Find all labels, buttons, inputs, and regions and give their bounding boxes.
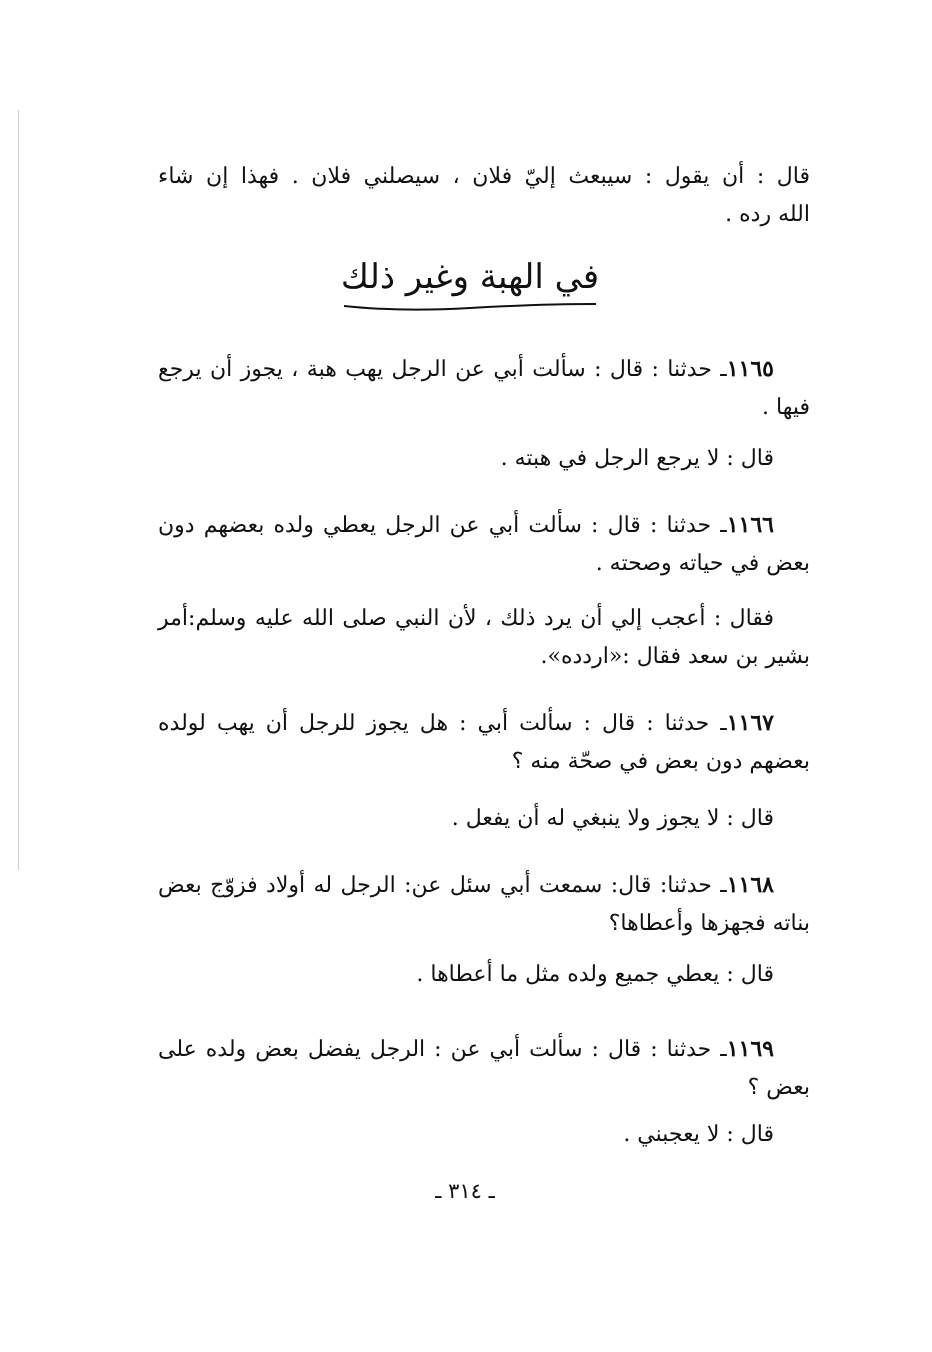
entry-answer: فقال : أعجب إلي أن يرد ذلك ، لأن النبي صلى الله عليه وسلم:أمر بشير بن سعد فقال :«اردده». <box>158 606 810 669</box>
entry-question <box>158 506 810 583</box>
entry-answer: قال : لا يرجع الرجل في هبته . <box>500 446 774 471</box>
entry-question-text: ـ حدثنا : قال : سألت أبي عن الرجل يهب هبة ، يجوز أن يرجع فيها . <box>158 357 810 420</box>
entry-question-text: ـ حدثنا : قال : سألت أبي عن : الرجل يفضل بعض ولده على بعض ؟ <box>158 1037 810 1100</box>
entry-1166 <box>158 506 810 583</box>
entry-answer: قال : لا يجوز ولا ينبغي له أن يفعل . <box>451 806 774 831</box>
top-paragraph <box>158 158 810 234</box>
entry-question <box>158 350 810 427</box>
entry-1165 <box>158 350 810 427</box>
entry-number: ١١٦٧ <box>726 710 774 736</box>
entry-1168 <box>158 866 810 943</box>
entry-1168-answer-block <box>158 956 810 994</box>
entry-1165-answer-block <box>158 440 810 478</box>
entry-question <box>158 866 810 943</box>
entry-number: ١١٦٩ <box>726 1036 774 1062</box>
entry-1169 <box>158 1030 810 1107</box>
entry-question-text: ـ حدثنا : قال : سألت أبي : هل يجوز للرجل أن يهب لولده بعضهم دون بعض في صحّة منه ؟ <box>158 711 810 774</box>
entry-1167-answer-block <box>158 800 810 838</box>
page-number: ـ ٣١٤ ـ <box>435 1179 495 1203</box>
entry-1167 <box>158 704 810 781</box>
top-paragraph-line-2: الله رده . <box>725 202 810 227</box>
entry-question-text: ـ حدثنا: قال: سمعت أبي سئل عن: الرجل له أولاد فزوّج بعض بناته فجهزها وأعطاها؟ <box>158 873 810 936</box>
entry-number: ١١٦٥ <box>726 356 774 382</box>
top-paragraph-line-1: قال : أن يقول : سيبعث إليّ فلان ، سيصلني فلان . فهذا إن شاء <box>158 164 810 189</box>
entry-1169-answer-block <box>158 1116 810 1154</box>
entry-number: ١١٦٦ <box>726 512 774 538</box>
section-heading-text: في الهبة وغير ذلك <box>340 257 600 297</box>
entry-answer: قال : لا يعجبني . <box>623 1122 774 1147</box>
scan-margin-line <box>18 110 19 870</box>
entry-question <box>158 704 810 781</box>
entry-number: ١١٦٨ <box>726 872 774 898</box>
entry-1166-answer-block <box>158 600 810 676</box>
entry-question-text: ـ حدثنا : قال : سألت أبي عن الرجل يعطي ولده بعضهم دون بعض في حياته وصحته . <box>158 513 810 576</box>
heading-swash-ornament <box>340 292 600 312</box>
section-heading <box>300 252 640 322</box>
entry-answer: قال : يعطي جميع ولده مثل ما أعطاها . <box>416 962 774 987</box>
entry-question <box>158 1030 810 1107</box>
